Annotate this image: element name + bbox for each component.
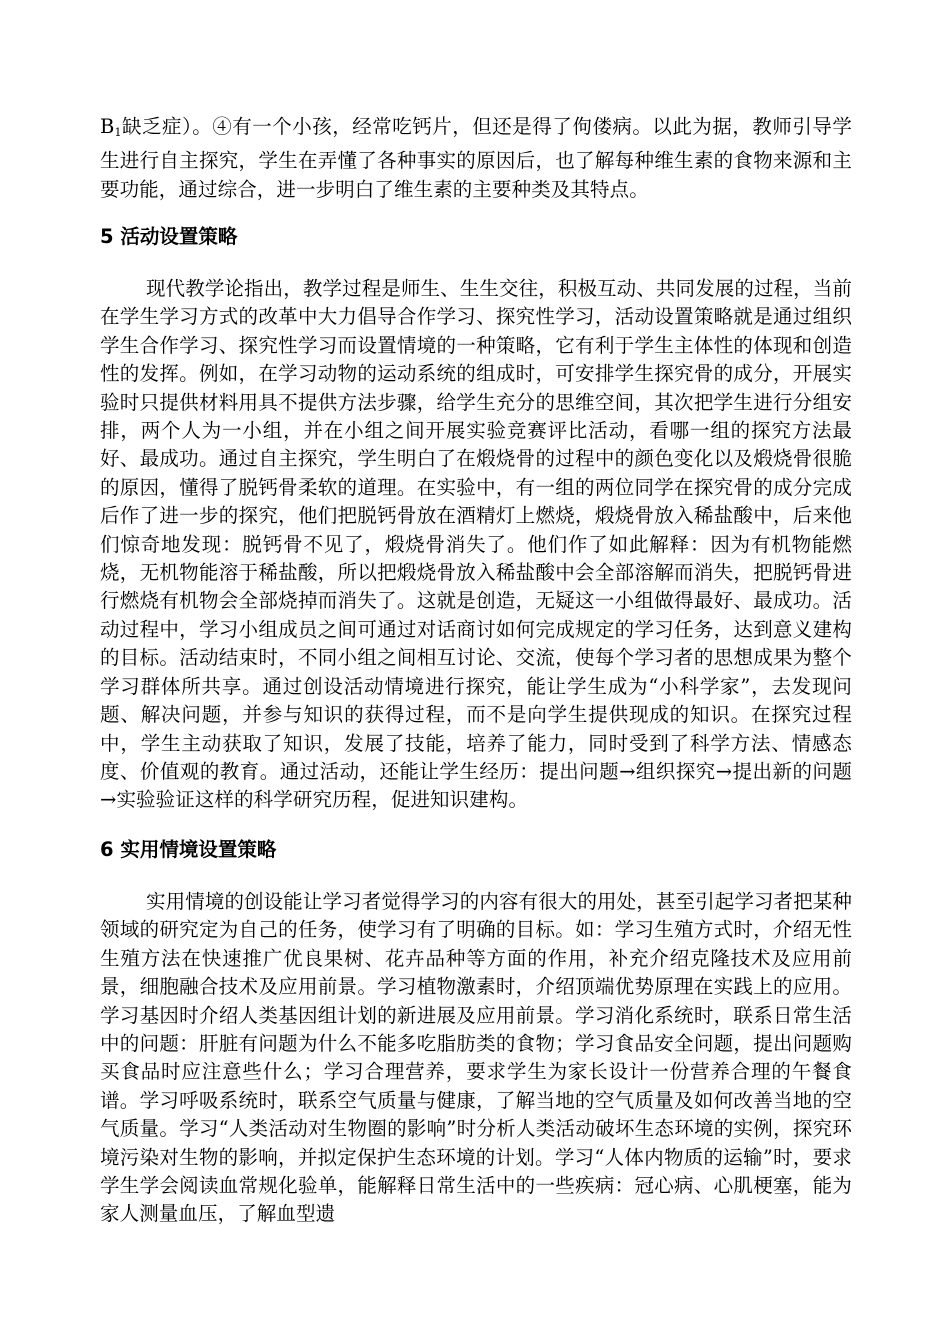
paragraph-activity-strategy: 现代教学论指出，教学过程是师生、生生交往，积极互动、共同发展的过程，当前在学生学习方式的改革中大力倡导合作学习、探究性学习，活动设置策略就是通过组织学生合作学习、探究性学习而设置情境的一种策略，它有利于学生主体性的体现和创造性的发挥。例如，在学习动物的运动系统的组成时，可安排学生探究骨的成分，开展实验时只提供材料用具不提供方法步骤，给学生充分的思维空间，其次把学生进行分组安排，两个人为一小组，并在小组之间开展实验竞赛评比活动，看哪一组的探究方法最好、最成功。通过自主探究，学生明白了在煅烧骨的过程中的颜色变化以及煅烧骨很脆的原因，懂得了脱钙骨柔软的道理。在实验中，有一组的两位同学在探究骨的成分完成后作了进一步的探究，他们把脱钙骨放在酒精灯上燃烧，煅烧骨放入稀盐酸中，后来他们惊奇地发现：脱钙骨不见了，煅烧骨消失了。他们作了如此解释：因为有机物能燃烧，无机物能溶于稀盐酸，所以把煅烧骨放入稀盐酸中会全部溶解而消失，把脱钙骨进行燃烧有机物会全部烧掉而消失了。这就是创造，无疑这一小组做得最好、最成功。活动过程中，学习小组成员之间可通过对话商讨如何完成规定的学习任务，达到意义建构的目标。活动结束时，不同小组之间相互讨论、交流，使每个学习者的思想成果为整个学习群体所共享。通过创设活动情境进行探究，能让学生成为“小科学家”，去发现问题、解决问题，并参与知识的获得过程，而不是向学生提供现成的知识。在探究过程中，学生主动获取了知识，发展了技能，培养了能力，同时受到了科学方法、情感态度、价值观的教育。通过活动，还能让学生经历：提出问题→组织探究→提出新的问题→实验验证这样的科学研究历程，促进知识建构。 [100,277,852,812]
section-heading-practical-strategy: 6 实用情境设置策略 [100,838,277,861]
section-heading-activity-strategy: 5 活动设置策略 [100,225,238,248]
paragraph-vitamin-summary [100,113,852,204]
b1-prefix: B [100,115,115,138]
paragraph-practical-strategy: 实用情境的创设能让学习者觉得学习的内容有很大的用处，甚至引起学习者把某种领域的研究定为自己的任务，使学习有了明确的目标。如：学习生殖方式时，介绍无性生殖方法在快速推广优良果树、花卉品种等方面的作用，补充介绍克隆技术及应用前景，细胞融合技术及应用前景。学习植物激素时，介绍顶端优势原理在实践上的应用。学习基因时介绍人类基因组计划的新进展及应用前景。学习消化系统时，联系日常生活中的问题：肝脏有问题为什么不能多吃脂肪类的食物；学习食品安全问题，提出问题购买食品时应注意些什么；学习合理营养，要求学生为家长设计一份营养合理的午餐食谱。学习呼吸系统时，联系空气质量与健康，了解当地的空气质量及如何改善当地的空气质量。学习“人类活动对生物圈的影响”时分析人类活动破坏生态环境的实例，探究环境污染对生物的影响，并拟定保护生态环境的计划。学习“人体内物质的运输”时，要求学生学会阅读血常规化验单，能解释日常生活中的一些疾病：冠心病、心肌梗塞，能为家人测量血压，了解血型遗 [100,890,852,1226]
paragraph-vitamin-summary-text: 缺乏症）。④有一个小孩，经常吃钙片，但还是得了佝偻病。以此为据，教师引导学生进行自主探究，学生在弄懂了各种事实的原因后，也了解每种维生素的食物来源和主要功能，通过综合，进一步明白了维生素的主要种类及其特点。 [100,115,852,201]
b1-subscript: 1 [114,126,122,139]
